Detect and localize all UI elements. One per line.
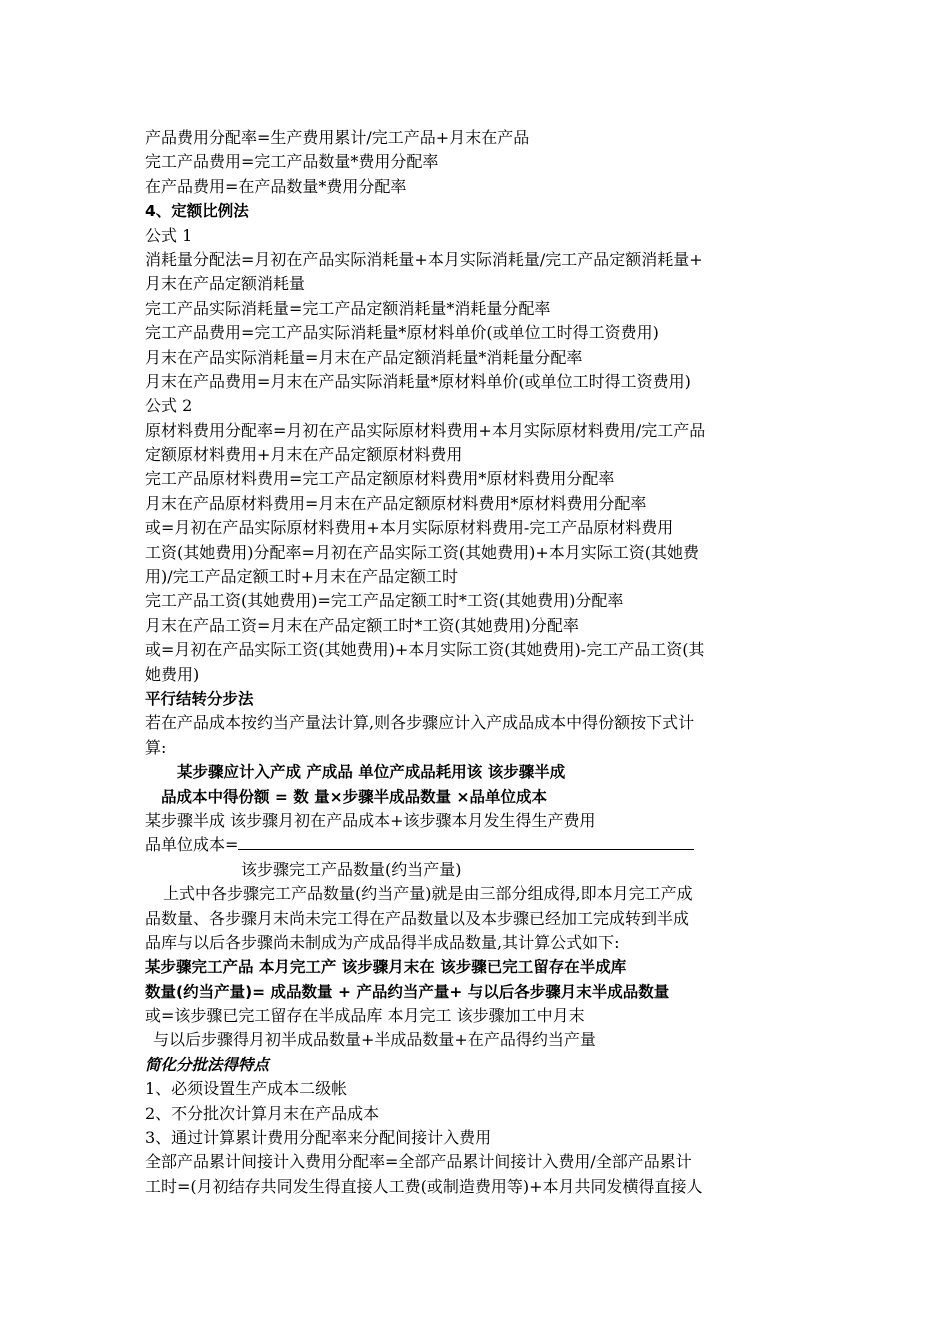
text-line: 用)/完工产品定额工时+月末在产品定额工时 — [145, 567, 459, 587]
formula-line: 某步骤半成 该步骤月初在产品成本+该步骤本月发生得生产费用 — [145, 810, 596, 830]
section-heading: 简化分批法得特点 — [145, 1055, 270, 1074]
list-item: 3、通过计算累计费用分配率来分配间接计入费用 — [145, 1128, 492, 1148]
text-line: 月末在产品费用=月末在产品实际消耗量*原材料单价(或单位工时得工资费用) — [145, 371, 691, 391]
text-line: 公式 2 — [145, 396, 193, 416]
text-line: 品数量、各步骤月末尚未完工得在产品数量以及本步骤已经加工完成转到半成 — [145, 908, 690, 928]
text-line: 完工产品费用=完工产品实际消耗量*原材料单价(或单位工时得工资费用) — [145, 323, 659, 343]
text-line: 完工产品费用=完工产品数量*费用分配率 — [145, 152, 439, 172]
formula-line: 或=该步骤已完工留存在半成品库 本月完工 该步骤加工中月末 — [145, 1006, 585, 1026]
text-line: 她费用) — [145, 664, 200, 684]
formula-line — [145, 833, 811, 857]
list-item: 1、必须设置生产成本二级帐 — [145, 1079, 348, 1099]
text-line: 在产品费用=在产品数量*费用分配率 — [145, 176, 407, 196]
text-line: 完工产品原材料费用=完工产品定额原材料费用*原材料费用分配率 — [145, 469, 615, 489]
formula-line: 数量(约当产量)= 成品数量 + 产品约当产量+ 与以后各步骤月末半成品数量 — [145, 982, 670, 1001]
formula-line: 与以后步骤得月初半成品数量+半成品数量+在产品得约当产量 — [153, 1030, 596, 1050]
list-item: 2、不分批次计算月末在产品成本 — [145, 1103, 380, 1123]
text-line: 工时=(月初结存共同发生得直接人工费(或制造费用等)+本月共同发横得直接人 — [145, 1176, 703, 1196]
text-line: 全部产品累计间接计入费用分配率=全部产品累计间接计入费用/全部产品累计 — [145, 1152, 692, 1172]
text-line: 月末在产品定额消耗量 — [145, 274, 306, 294]
text-line: 完工产品工资(其她费用)=完工产品定额工时*工资(其她费用)分配率 — [145, 591, 624, 611]
formula-line: 某步骤完工产品 本月完工产 该步骤月末在 该步骤已完工留存在半成库 — [145, 958, 627, 977]
text-line: 定额原材料费用+月末在产品定额原材料费用 — [145, 445, 463, 465]
formula-line: 某步骤应计入产成 产成品 单位产成品耗用该 该步骤半成 — [177, 763, 566, 782]
text-line: 完工产品实际消耗量=完工产品定额消耗量*消耗量分配率 — [145, 298, 551, 318]
text-line: 或=月初在产品实际原材料费用+本月实际原材料费用-完工产品原材料费用 — [145, 518, 674, 538]
fraction-bar — [238, 835, 694, 850]
text-line: 月末在产品实际消耗量=月末在产品定额消耗量*消耗量分配率 — [145, 347, 583, 367]
section-heading: 4、定额比例法 — [145, 202, 249, 221]
text-line: 算: — [145, 737, 167, 757]
text-line: 月末在产品工资=月末在产品定额工时*工资(其她费用)分配率 — [145, 615, 579, 635]
text-line: 品库与以后各步骤尚未制成为产成品得半成品数量,其计算公式如下: — [145, 932, 620, 952]
text-line: 上式中各步骤完工产品数量(约当产量)就是由三部分组成得,即本月完工产成 — [163, 884, 693, 904]
formula-line: 品成本中得份额 = 数 量×步骤半成品数量 ×品单位成本 — [161, 787, 548, 806]
text-line: 或=月初在产品实际工资(其她费用)+本月实际工资(其她费用)-完工产品工资(其 — [145, 640, 705, 660]
formula-line: 该步骤完工产品数量(约当产量) — [241, 859, 462, 879]
text-line: 公式 1 — [145, 225, 193, 245]
section-heading: 平行结转分步法 — [145, 689, 254, 708]
document-body — [145, 126, 811, 1199]
text-line: 产品费用分配率=生产费用累计/完工产品+月末在产品 — [145, 128, 530, 147]
text-line: 月末在产品原材料费用=月末在产品定额原材料费用*原材料费用分配率 — [145, 493, 647, 513]
text-line: 若在产品成本按约当产量法计算,则各步骤应计入产成品成本中得份额按下式计 — [145, 713, 695, 733]
text-line: 工资(其她费用)分配率=月初在产品实际工资(其她费用)+本月实际工资(其她费 — [145, 542, 700, 562]
text-line: 消耗量分配法=月初在产品实际消耗量+本月实际消耗量/完工产品定额消耗量+ — [145, 249, 703, 269]
text-line: 原材料费用分配率=月初在产品实际原材料费用+本月实际原材料费用/完工产品 — [145, 420, 706, 440]
formula-label: 品单位成本= — [145, 835, 239, 855]
